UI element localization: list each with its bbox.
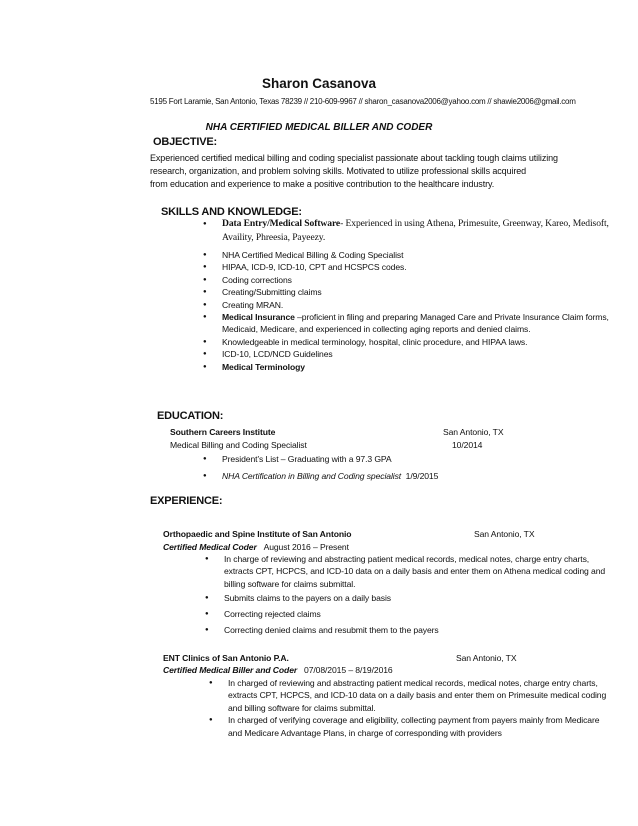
- list-item: ● Correcting rejected claims: [205, 606, 615, 622]
- objective-line: from education and experience to make a positive contribution to the healthcare industry.: [150, 179, 495, 189]
- skill-label: Medical Insurance: [222, 312, 295, 323]
- list-item: ● ICD-10, LCD/NCD Guidelines: [203, 348, 623, 360]
- list-item: ● Submits claims to the payers on a daily basis: [205, 590, 615, 606]
- list-item: ● HIPAA, ICD-9, ICD-10, CPT and HCSPCS codes.: [203, 261, 623, 273]
- list-item: [203, 311, 623, 336]
- list-item: ● Coding corrections: [203, 274, 623, 286]
- job-title: Certified Medical Biller and Coder: [163, 665, 298, 675]
- company-name: Orthopaedic and Spine Institute of San Antonio: [163, 529, 352, 539]
- company-name: ENT Clinics of San Antonio P.A.: [163, 653, 289, 663]
- duties-list: [205, 553, 615, 638]
- skills-heading: SKILLS AND KNOWLEDGE:: [161, 206, 302, 218]
- school-name: Southern Careers Institute: [170, 427, 276, 437]
- list-item: [203, 217, 623, 245]
- program-name: Medical Billing and Coding Specialist: [170, 440, 307, 450]
- list-item: ● President’s List – Graduating with a 97.3 GPA: [203, 451, 623, 468]
- list-item: ● In charged of verifying coverage and eligibility, collecting payment from payers mainly from Medicare and Medicare Advantage Plans, in charge of corresponding with providers: [209, 714, 615, 739]
- experience-heading: EXPERIENCE:: [150, 495, 223, 507]
- cert-date: 1/9/2015: [405, 471, 439, 481]
- education-list: [203, 451, 623, 485]
- skill-text: –proficient in filing and preparing Managed Care and Private Insurance Claim forms, Medicaid, Medicare, and experienced in collecting aging reports and denied claims.: [222, 312, 609, 335]
- candidate-name: Sharon Casanova: [261, 76, 377, 91]
- list-item: ● Correcting denied claims and resubmit them to the payers: [205, 622, 615, 638]
- education-heading: EDUCATION:: [157, 410, 224, 422]
- list-item: ● Knowledgeable in medical terminology, hospital, clinic procedure, and HIPAA laws.: [203, 336, 623, 348]
- job-title: Certified Medical Coder: [163, 542, 257, 552]
- program-date: 10/2014: [452, 440, 483, 450]
- contact-line: 5195 Fort Laramie, San Antonio, Texas 78239 // 210-609-9967 // sharon_casanova2006@yahoo.com // shawie2006@gmail.com: [150, 97, 576, 106]
- list-item: ● Creating/Submitting claims: [203, 286, 623, 298]
- duties-list: [209, 677, 615, 739]
- company-location: San Antonio, TX: [474, 529, 535, 539]
- list-item: ● Medical Terminology: [203, 361, 623, 373]
- list-item: ● Creating MRAN.: [203, 299, 623, 311]
- list-item: ● NHA Certified Medical Billing & Coding Specialist: [203, 249, 623, 261]
- skills-list-2: [203, 249, 623, 373]
- list-item: ● In charge of reviewing and abstracting patient medical records, medical notes, charge entry charts, extracts CPT, HCPCS, and ICD-10 data on a daily basis and enter them on Athena medical coding and billing software for claims submittal.: [205, 553, 615, 590]
- job-dates: 07/08/2015 – 8/19/2016: [304, 665, 393, 675]
- cert-name: NHA Certification in Billing and Coding specialist: [222, 471, 402, 481]
- list-item: ● In charged of reviewing and abstracting patient medical records, medical notes, charge entry charts, extracts CPT, HCPCS, and ICD-10 data on a daily basis and enter them on Primesuite medical coding and billing software for claims submittal.: [209, 677, 615, 714]
- job-title-banner: NHA CERTIFIED MEDICAL BILLER AND CODER: [205, 122, 433, 133]
- school-location: San Antonio, TX: [443, 427, 504, 437]
- company-location: San Antonio, TX: [456, 653, 517, 663]
- skills-list: [203, 217, 623, 245]
- job-line: [163, 665, 393, 675]
- skill-text: - Experienced in using Athena, Primesuite, Greenway, Kareo, Medisoft, Availity, Phreesia, Payeezy.: [222, 218, 609, 243]
- objective-text: [150, 152, 620, 191]
- list-item: [203, 468, 623, 485]
- objective-line: Experienced certified medical billing and coding specialist passionate about tackling tough claims utilizing: [150, 153, 558, 163]
- skill-label: Data Entry/Medical Software: [222, 218, 341, 229]
- job-line: [163, 542, 349, 552]
- objective-heading: OBJECTIVE:: [153, 136, 218, 148]
- job-dates: August 2016 – Present: [263, 542, 349, 552]
- objective-line: research, organization, and problem solving skills. Motivated to utilize professional skills acquired: [150, 166, 527, 176]
